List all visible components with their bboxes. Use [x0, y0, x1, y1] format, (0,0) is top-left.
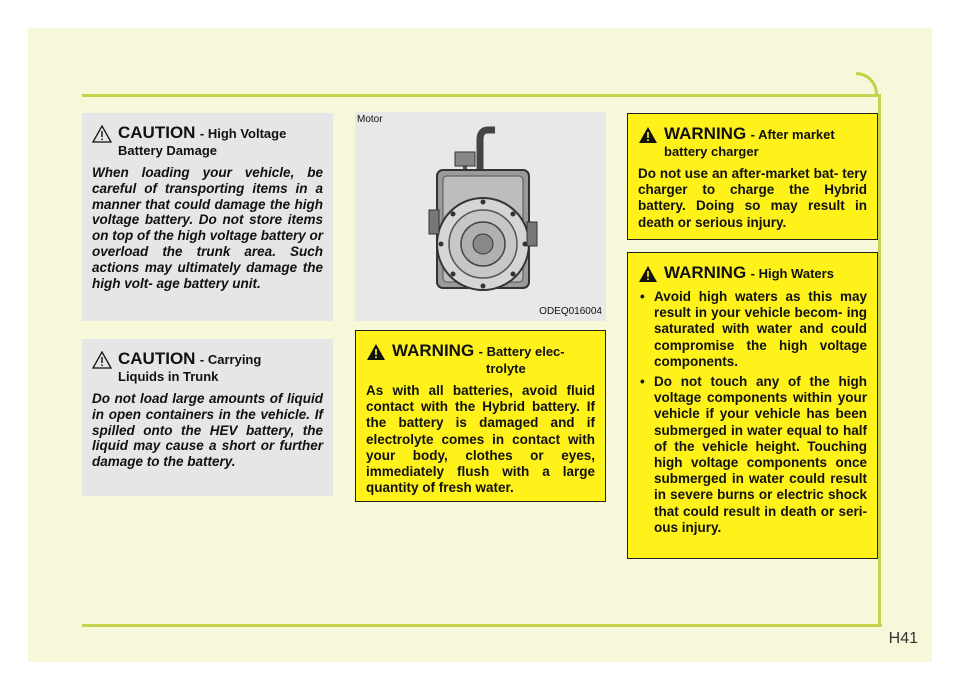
- warning-title: [638, 124, 867, 144]
- caution-title: [92, 349, 323, 369]
- warning-charger-box: [627, 113, 878, 240]
- warning-sub: - High Waters: [750, 266, 834, 281]
- caution-text: When loading your vehicle, be careful of transporting items in a manner that could damage the high voltage battery. Do not store items on top of the high voltage battery or overload the trunk area. Such actions may ultimately damage the high volt- age battery unit.: [92, 165, 323, 291]
- warning-triangle-icon: [638, 126, 658, 144]
- page-number: H41: [888, 630, 918, 647]
- caution-liquids-box: [82, 339, 333, 496]
- figure-code: ODEQ016004: [539, 306, 602, 317]
- top-rule: [82, 94, 878, 97]
- list-item: • Avoid high waters as this may result in your vehicle becom- ing saturated with water and could compromise the high voltage components.: [638, 289, 867, 370]
- caution-sub: - High Voltage: [199, 126, 287, 141]
- warning-sub: - Battery elec-: [478, 344, 565, 359]
- caution-head: CAUTION: [118, 349, 196, 368]
- warning-text: As with all batteries, avoid fluid contact with the Hybrid battery. If the battery is damaged and if electrolyte comes in contact with your body, clothes or eyes, immediately flush with a large quantity of fresh water.: [366, 383, 595, 496]
- bottom-rule: [82, 624, 882, 627]
- warning-list: [638, 289, 867, 536]
- warning-triangle-icon: [638, 265, 658, 283]
- caution-triangle-icon: [92, 351, 112, 369]
- warning-sub: - After market: [750, 127, 835, 142]
- caution-sub-line2: Liquids in Trunk: [118, 369, 219, 384]
- warning-title: [638, 263, 867, 283]
- caution-text: Do not load large amounts of liquid in open containers in the vehicle. If spilled onto the HEV battery, the liquid may cause a short or further damage to the battery.: [92, 391, 323, 470]
- warning-triangle-icon: [366, 343, 386, 361]
- warning-sub-line2: battery charger: [664, 144, 759, 159]
- caution-head: CAUTION: [118, 123, 196, 142]
- right-rule: [878, 94, 881, 624]
- caution-sub: - Carrying: [199, 352, 262, 367]
- motor-illustration: [355, 112, 606, 321]
- list-item: • Do not touch any of the high voltage components within your vehicle if your vehicle has been submerged in water equal to half of the vehicle height. Touching high voltage components once submerged in water could result in severe burns or electric shock that could result in death or seri- ous injury.: [638, 374, 867, 536]
- warning-electrolyte-box: [355, 330, 606, 502]
- figure-label: Motor: [357, 114, 383, 125]
- warning-text: Do not use an after-market bat- tery charger to charge the Hybrid battery. Doing so may result in death or serious injury.: [638, 166, 867, 230]
- warning-head: WARNING: [392, 341, 475, 360]
- warning-head: WARNING: [664, 124, 747, 143]
- caution-sub-line2: Battery Damage: [118, 143, 217, 158]
- caution-title: [92, 123, 323, 143]
- caution-triangle-icon: [92, 125, 112, 143]
- warning-high-waters-box: [627, 252, 878, 559]
- caution-battery-damage-box: [82, 113, 333, 321]
- motor-figure: [355, 112, 606, 321]
- warning-sub-line2: trolyte: [486, 361, 526, 376]
- warning-head: WARNING: [664, 263, 747, 282]
- warning-title: [366, 341, 595, 361]
